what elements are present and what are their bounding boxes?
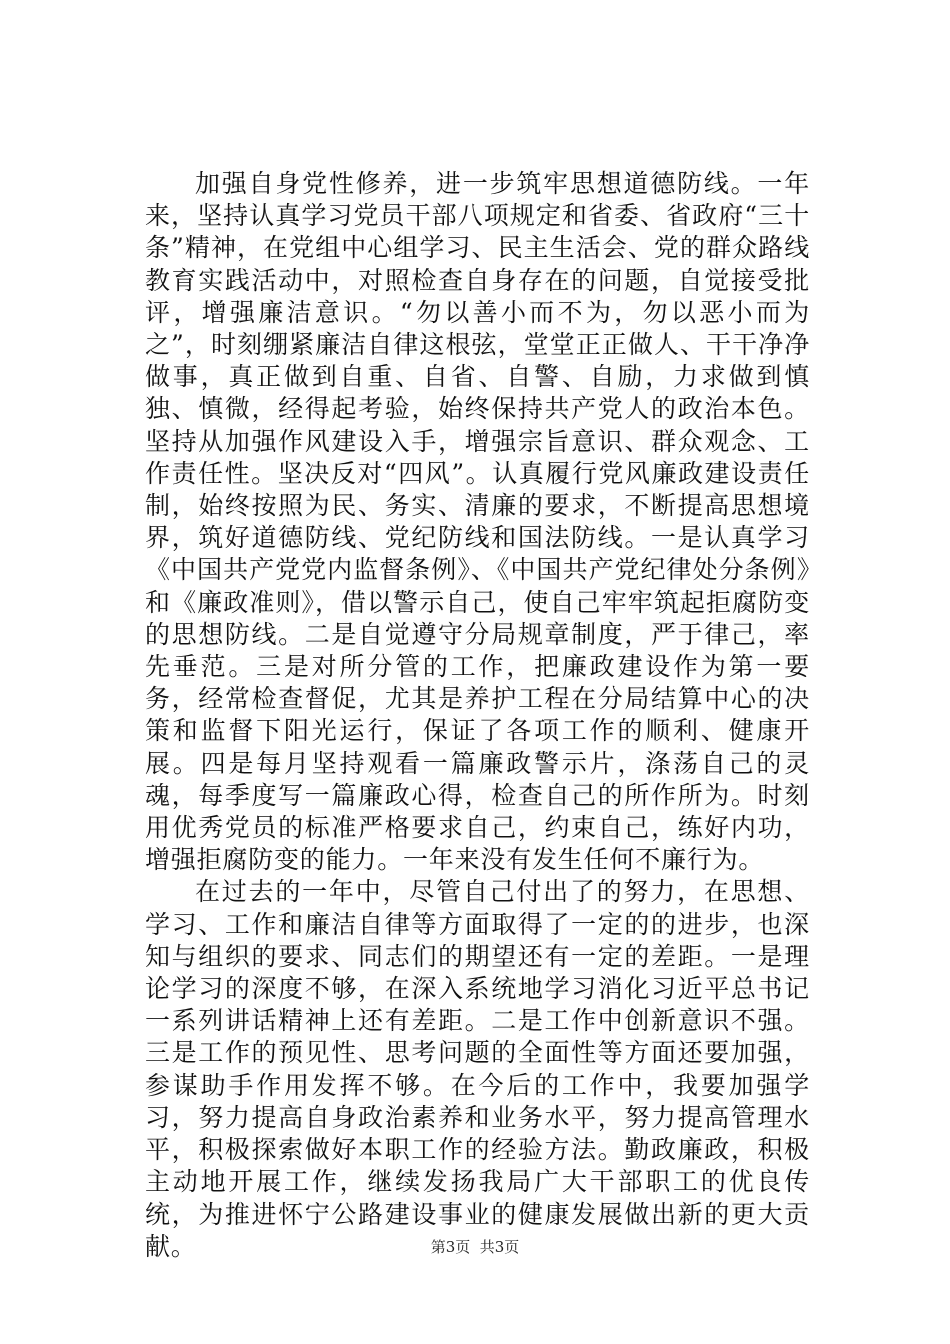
page-number: 第3页 共3页 — [430, 1238, 520, 1256]
paragraph-1: 加强自身党性修养，进一步筑牢思想道德防线。一年来，坚持认真学习党员干部八项规定和省委、省政府“三十条”精神，在党组中心组学习、民主生活会、党的群众路线教育实践活动中，对照检查自身存在的问题，自觉接受批评，增强廉洁意识。“勿以善小而不为，勿以恶小而为之”，时刻绷紧廉洁自律这根弦，堂堂正正做人、干干净净做事，真正做到自重、自省、自警、自励，力求做到慎独、慎微，经得起考验，始终保持共产党人的政治本色。坚持从加强作风建设入手，增强宗旨意识、群众观念、工作责任性。坚决反对“四风”。认真履行党风廉政建设责任制，始终按照为民、务实、清廉的要求，不断提高思想境界，筑好道德防线、党纪防线和国法防线。一是认真学习《中国共产党党内监督条例》、《中国共产党纪律处分条例》和《廉政准则》，借以警示自己，使自己牢牢筑起拒腐防变的思想防线。二是自觉遵守分局规章制度，严于律己，率先垂范。三是对所分管的工作，把廉政建设作为第一要务，经常检查督促，尤其是养护工程在分局结算中心的决策和监督下阳光运行，保证了各项工作的顺利、健康开展。四是每月坚持观看一篇廉政警示片，涤荡自己的灵魂，每季度写一篇廉政心得，检查自己的所作所为。时刻用优秀党员的标准严格要求自己，约束自己，练好内功，增强拒腐防变的能力。一年来没有发生任何不廉行为。 — [145, 169, 810, 875]
document-body — [145, 168, 810, 1263]
page-footer — [0, 1236, 950, 1257]
paragraph-2: 在过去的一年中，尽管自己付出了的努力，在思想、学习、工作和廉洁自律等方面取得了一定的的进步，也深知与组织的要求、同志们的期望还有一定的差距。一是理论学习的深度不够，在深入系统地学习消化习近平总书记一系列讲话精神上还有差距。二是工作中创新意识不强。三是工作的预见性、思考问题的全面性等方面还要加强，参谋助手作用发挥不够。在今后的工作中，我要加强学习，努力提高自身政治素养和业务水平，努力提高管理水平，积极探索做好本职工作的经验方法。勤政廉政，积极主动地开展工作，继续发扬我局广大干部职工的优良传统，为推进怀宁公路建设事业的健康发展做出新的更大贡献。 — [145, 877, 810, 1261]
